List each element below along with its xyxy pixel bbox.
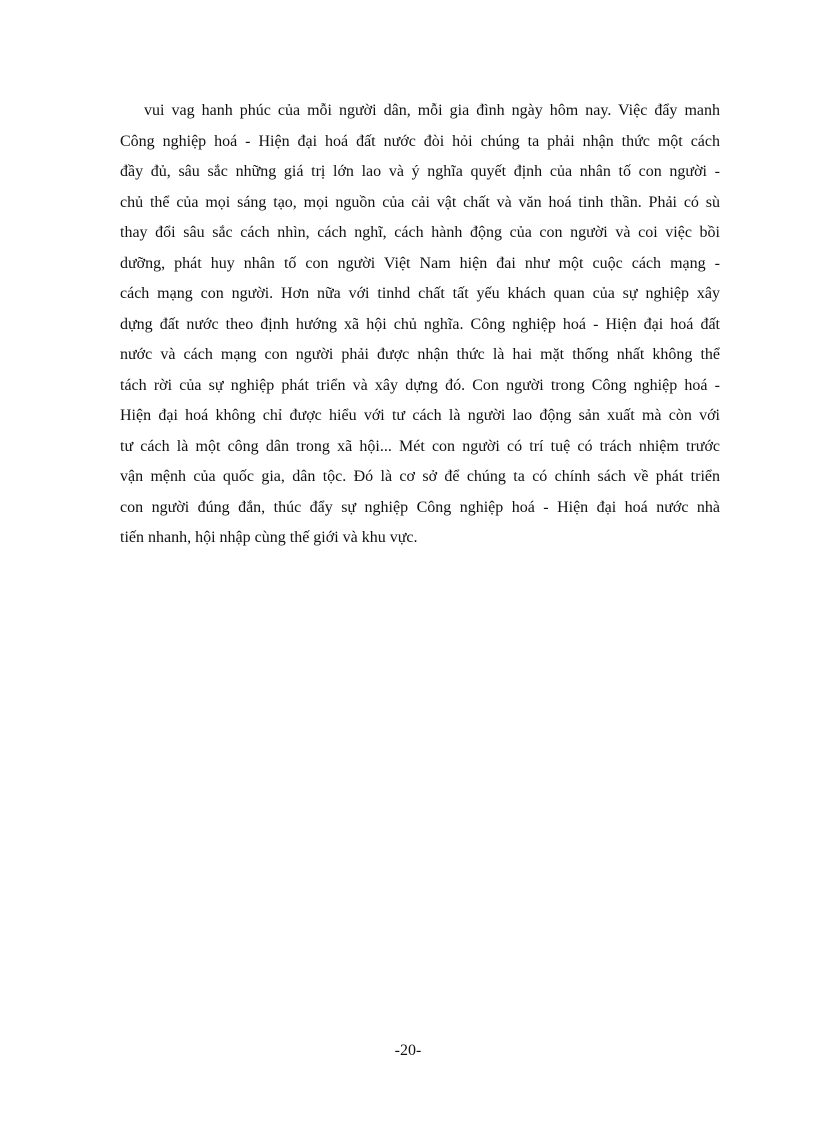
paragraph-line: dưỡng, phát huy nhân tố con người Việt Nam hiện đai như một cuộc cách mạng -: [120, 254, 720, 272]
paragraph-line: tiến nhanh, hội nhập cùng thế giới và khu vực.: [120, 529, 418, 546]
paragraph-line: vận mệnh của quốc gia, dân tộc. Đó là cơ sở để chúng ta có chính sách về phát triển: [120, 468, 720, 485]
paragraph-line: chủ thể của mọi sáng tạo, mọi nguồn của cải vật chất và văn hoá tinh thần. Phải có sù: [120, 193, 720, 211]
paragraph-line: Công nghiệp hoá - Hiện đại hoá đất nước đòi hỏi chúng ta phải nhận thức một cách: [120, 132, 720, 150]
paragraph-line: đầy đủ, sâu sắc những giá trị lớn lao và ý nghĩa quyết định của nhân tố con người -: [120, 163, 720, 180]
paragraph-line: dựng đất nước theo định hướng xã hội chủ nghĩa. Công nghiệp hoá - Hiện đại hoá đất: [120, 315, 720, 333]
paragraph-line: tách rời của sự nghiệp phát triển và xây dựng đó. Con người trong Công nghiệp hoá -: [120, 376, 720, 394]
page-number: -20-: [394, 1042, 422, 1059]
paragraph-line: tư cách là một công dân trong xã hội... Mét con người có trí tuệ có trách nhiệm trước: [120, 437, 720, 455]
paragraph-line: Hiện đại hoá không chỉ được hiểu với tư cách là người lao động sản xuất mà còn với: [120, 407, 720, 424]
paragraph-line: nước và cách mạng con người phải được nhận thức là hai mặt thống nhất không thể: [120, 346, 720, 363]
paragraph-line: con người đúng đắn, thúc đẩy sự nghiệp Công nghiệp hoá - Hiện đại hoá nước nhà: [120, 498, 720, 516]
paragraph-line: vui vag hanh phúc của mỗi người dân, mỗi gia đình ngày hôm nay. Việc đẩy manh: [144, 102, 720, 119]
paragraph-line: thay đổi sâu sắc cách nhìn, cách nghĩ, cách hành động của con người và coi việc bồi: [120, 224, 720, 241]
body-paragraph: [120, 96, 720, 554]
paragraph-line: cách mạng con người. Hơn nữa với tinhd chất tất yếu khách quan của sự nghiệp xây: [120, 285, 720, 302]
